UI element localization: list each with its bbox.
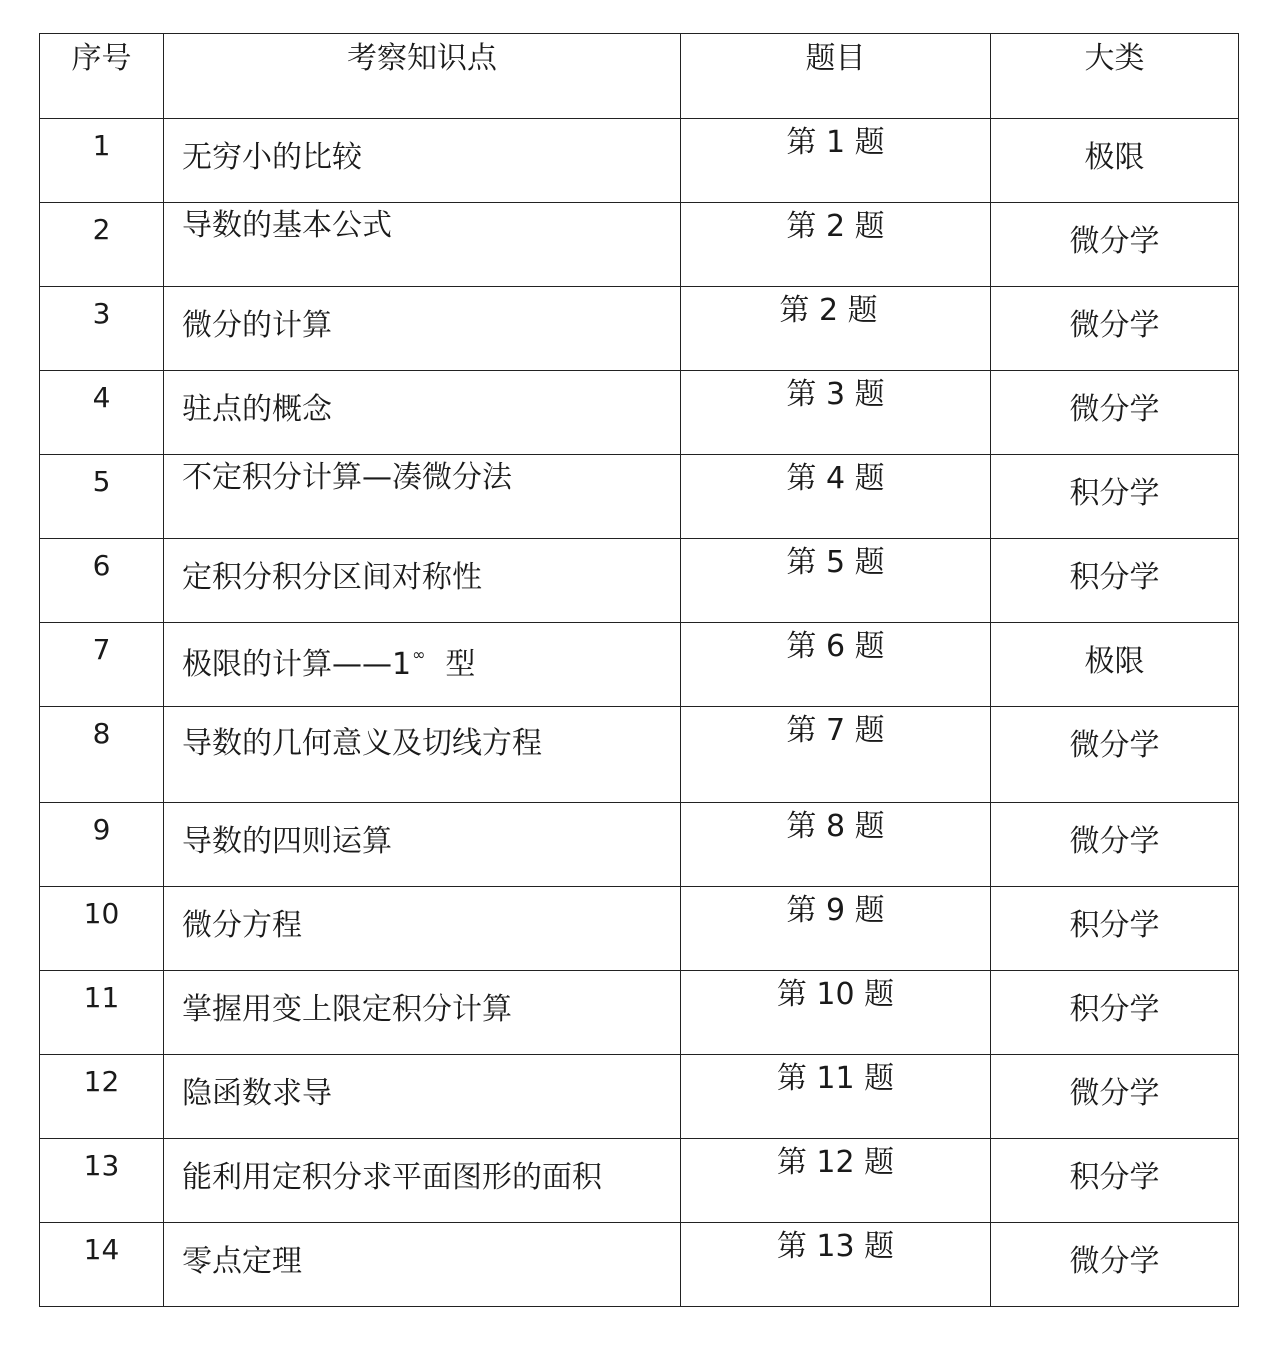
cell-category [991, 539, 1239, 623]
row-question: 第 12 题 [776, 1145, 895, 1180]
cell-category [991, 371, 1239, 455]
knowledge-point-table [39, 33, 1239, 1307]
row-number: 1 [92, 129, 111, 162]
row-category: 微分学 [1069, 1076, 1160, 1111]
row-number: 13 [83, 1149, 120, 1182]
row-question: 第 2 题 [779, 293, 878, 328]
row-number: 6 [92, 549, 111, 582]
table-row [40, 623, 1239, 707]
cell-category [991, 971, 1239, 1055]
cell-topic [164, 707, 681, 803]
cell-question [681, 1139, 991, 1223]
row-question: 第 4 题 [786, 461, 885, 496]
cell-question [681, 623, 991, 707]
row-number: 11 [83, 981, 120, 1014]
cell-question [681, 1223, 991, 1307]
cell-topic [164, 1055, 681, 1139]
row-number: 7 [92, 633, 111, 666]
cell-category [991, 119, 1239, 203]
table-row [40, 455, 1239, 539]
row-category: 微分学 [1069, 1244, 1160, 1279]
cell-no [40, 539, 164, 623]
cell-question [681, 1055, 991, 1139]
cell-question [681, 971, 991, 1055]
cell-topic [164, 455, 681, 539]
row-topic: 微分方程 [182, 908, 302, 943]
row-category: 微分学 [1069, 728, 1160, 763]
cell-no [40, 1055, 164, 1139]
cell-question [681, 539, 991, 623]
table-row [40, 1223, 1239, 1307]
row-topic: 驻点的概念 [182, 392, 332, 427]
cell-question [681, 707, 991, 803]
row-topic: 隐函数求导 [182, 1076, 332, 1111]
cell-topic [164, 1139, 681, 1223]
row-topic: 定积分积分区间对称性 [182, 560, 482, 595]
cell-topic [164, 1223, 681, 1307]
cell-topic [164, 119, 681, 203]
header-question: 题目 [805, 41, 866, 76]
cell-no [40, 803, 164, 887]
row-category: 积分学 [1069, 560, 1160, 595]
header-category: 大类 [1084, 41, 1145, 76]
row-category: 积分学 [1069, 1160, 1160, 1195]
cell-category [991, 203, 1239, 287]
cell-no [40, 707, 164, 803]
row-category: 积分学 [1069, 476, 1160, 511]
table-row [40, 287, 1239, 371]
row-question: 第 5 题 [786, 545, 885, 580]
cell-question [681, 803, 991, 887]
row-topic-suffix: 型 [445, 647, 476, 682]
row-category: 微分学 [1069, 824, 1160, 859]
cell-category [991, 1139, 1239, 1223]
cell-no [40, 1223, 164, 1307]
row-topic: 导数的几何意义及切线方程 [182, 726, 542, 761]
cell-category [991, 1223, 1239, 1307]
row-topic: 导数的基本公式 [182, 208, 392, 243]
infinity-superscript: ∞ [412, 645, 426, 664]
row-topic: 掌握用变上限定积分计算 [182, 992, 512, 1027]
cell-category [991, 1055, 1239, 1139]
header-cell-question [681, 34, 991, 119]
header-cell-topic [164, 34, 681, 119]
row-number: 14 [83, 1233, 120, 1266]
header-cell-no [40, 34, 164, 119]
cell-question [681, 371, 991, 455]
header-no: 序号 [71, 41, 132, 76]
cell-category [991, 287, 1239, 371]
row-number: 10 [83, 897, 120, 930]
row-topic-wrapper [182, 647, 674, 680]
table-row [40, 1139, 1239, 1223]
row-category: 极限 [1084, 644, 1145, 679]
cell-question [681, 287, 991, 371]
cell-topic [164, 287, 681, 371]
row-question: 第 9 题 [786, 893, 885, 928]
cell-category [991, 455, 1239, 539]
row-question: 第 3 题 [786, 377, 885, 412]
table-row [40, 1055, 1239, 1139]
row-category: 微分学 [1069, 224, 1160, 259]
table-row [40, 371, 1239, 455]
row-question: 第 1 题 [786, 125, 885, 160]
cell-no [40, 887, 164, 971]
cell-category [991, 623, 1239, 707]
cell-no [40, 971, 164, 1055]
cell-topic [164, 971, 681, 1055]
row-category: 积分学 [1069, 992, 1160, 1027]
cell-no [40, 455, 164, 539]
table-row [40, 119, 1239, 203]
cell-question [681, 887, 991, 971]
cell-topic [164, 203, 681, 287]
row-topic: 极限的计算——1 [182, 647, 412, 682]
cell-question [681, 455, 991, 539]
cell-topic [164, 371, 681, 455]
row-question: 第 10 题 [776, 977, 895, 1012]
row-topic: 零点定理 [182, 1244, 302, 1279]
cell-topic [164, 803, 681, 887]
row-question: 第 11 题 [776, 1061, 895, 1096]
cell-topic [164, 623, 681, 707]
row-number: 12 [83, 1065, 120, 1098]
row-question: 第 7 题 [786, 713, 885, 748]
table-row [40, 203, 1239, 287]
table-row [40, 539, 1239, 623]
cell-no [40, 623, 164, 707]
cell-category [991, 707, 1239, 803]
header-cell-category [991, 34, 1239, 119]
row-topic: 微分的计算 [182, 308, 332, 343]
row-number: 5 [92, 465, 111, 498]
row-number: 8 [92, 717, 111, 750]
row-topic: 能利用定积分求平面图形的面积 [182, 1160, 602, 1195]
table-row [40, 887, 1239, 971]
row-number: 4 [92, 381, 111, 414]
row-question: 第 13 题 [776, 1229, 895, 1264]
row-topic: 导数的四则运算 [182, 824, 392, 859]
cell-topic [164, 539, 681, 623]
table-row [40, 707, 1239, 803]
cell-no [40, 287, 164, 371]
row-category: 微分学 [1069, 392, 1160, 427]
cell-category [991, 887, 1239, 971]
row-number: 9 [92, 813, 111, 846]
header-topic: 考察知识点 [347, 41, 497, 76]
row-question: 第 8 题 [786, 809, 885, 844]
row-topic: 不定积分计算—凑微分法 [182, 460, 512, 495]
row-question: 第 2 题 [786, 209, 885, 244]
cell-question [681, 119, 991, 203]
table-row [40, 971, 1239, 1055]
cell-no [40, 119, 164, 203]
cell-question [681, 203, 991, 287]
row-category: 积分学 [1069, 908, 1160, 943]
row-category: 微分学 [1069, 308, 1160, 343]
cell-no [40, 1139, 164, 1223]
row-category: 极限 [1084, 140, 1145, 175]
table-row [40, 803, 1239, 887]
row-question: 第 6 题 [786, 629, 885, 664]
row-topic: 无穷小的比较 [182, 140, 362, 175]
row-number: 3 [92, 297, 111, 330]
cell-no [40, 371, 164, 455]
cell-no [40, 203, 164, 287]
cell-topic [164, 887, 681, 971]
row-number: 2 [92, 213, 111, 246]
table-header-row [40, 34, 1239, 119]
cell-category [991, 803, 1239, 887]
